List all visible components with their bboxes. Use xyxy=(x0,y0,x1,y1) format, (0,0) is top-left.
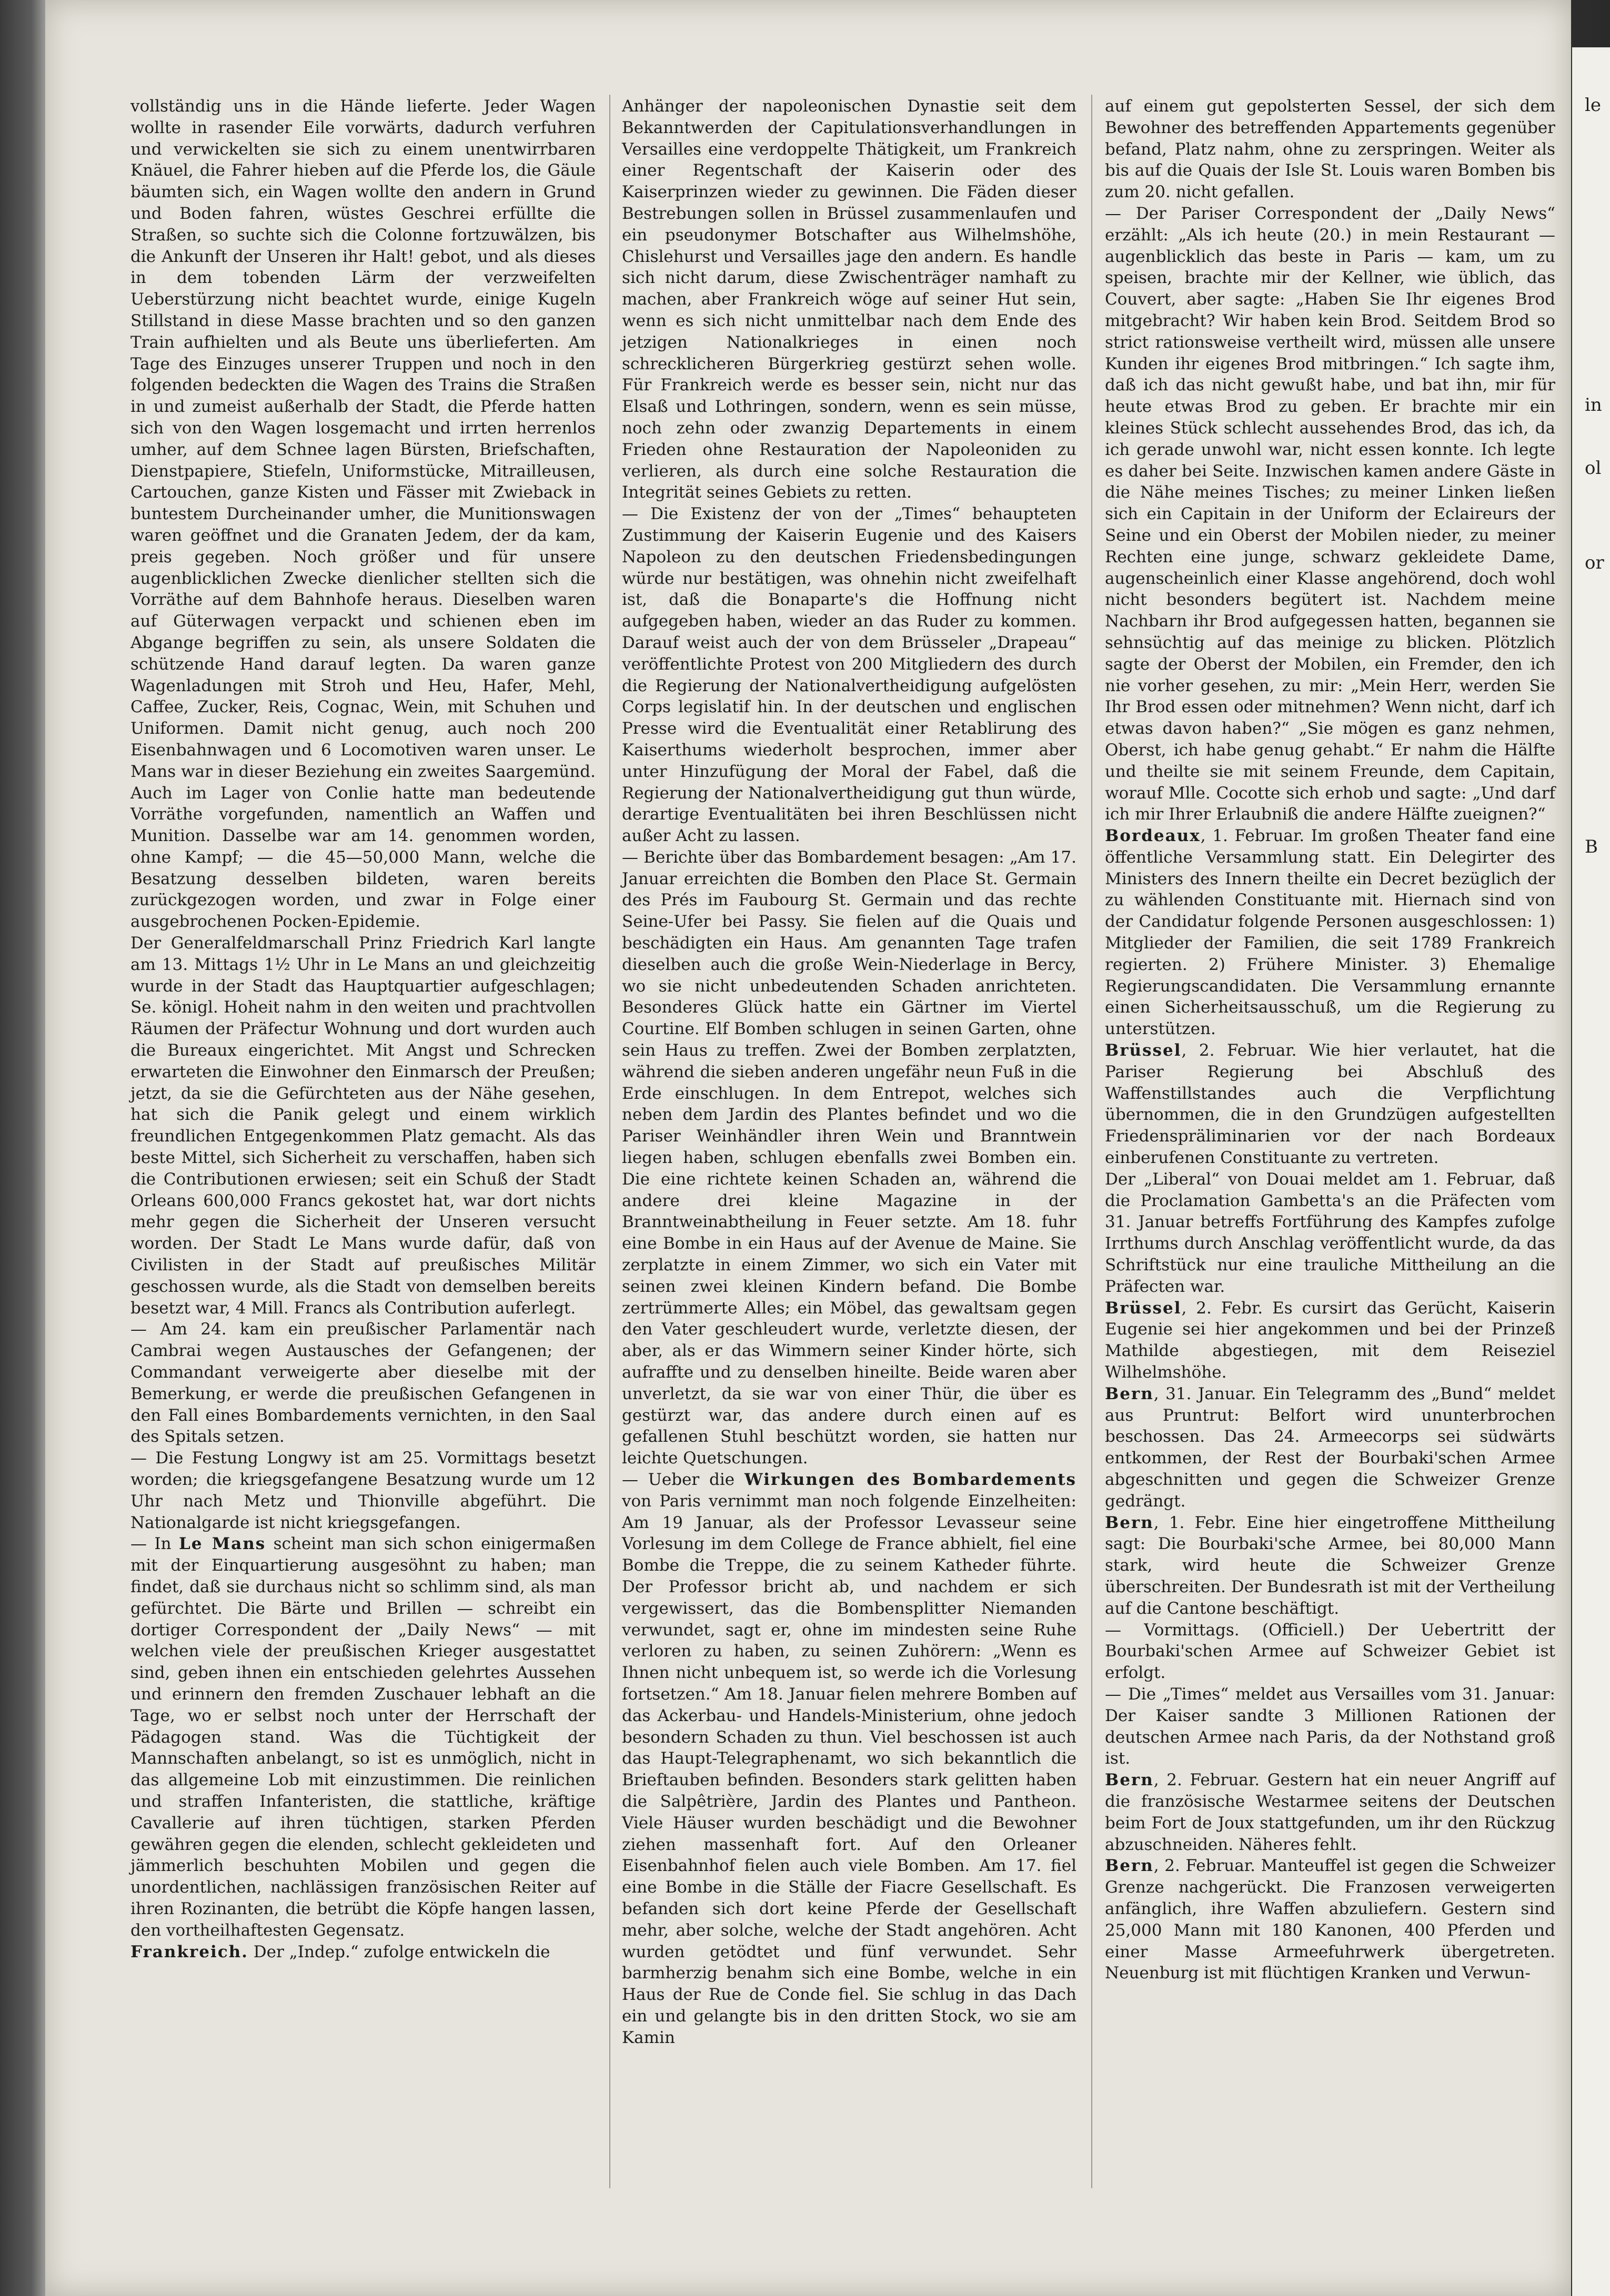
article-paragraph xyxy=(130,1448,596,1533)
article-paragraph xyxy=(1105,96,1555,203)
article-paragraph xyxy=(130,1533,596,1941)
column-rule xyxy=(609,95,610,2188)
article-text: vollständig uns in die Hände lieferte. Jeder Wagen wollte in rasender Eile vorwärts, dadurch verfuhren und verwickelten sie sich zu einem unentwirrbaren Knäuel, die Fahrer hieben auf die Pferde los, die Gäule bäumten sich, ein Wagen wollte den andern in Grund und Boden fahren, wüstes Geschrei erfüllte die Straßen, so suchte sich die Colonne fortzuwälzen, bis die Ankunft der Unseren ihr Halt! gebot, und als dieses in dem tobenden Lärm der verzweifelten Ueberstürzung nicht beachtet wurde, einige Kugeln Stillstand in diese Masse brachten und so den ganzen Train aufhielten und als Beute uns überlieferten. Am Tage des Einzuges unserer Truppen und noch in den folgenden bedeckten die Wagen des Trains die Straßen in und zumeist außerhalb der Stadt, die Pferde hatten sich von den Wagen losgemacht und irrten herrenlos umher, auf dem Schnee lagen Bürsten, Briefschaften, Dienstpapiere, Stiefeln, Uniformstücke, Mitrailleusen, Cartouchen, ganze Kisten und Fässer mit Zwieback in buntestem Durcheinander umher, die Munitionswagen waren geöffnet und die Granaten Jedem, der da kam, preis gegeben. Noch größer und für unsere augenblicklichen Zwecke dienlicher stellten sich die Vorräthe auf dem Bahnhofe heraus. Dieselben waren auf Güterwagen verpackt und schienen eben im Abgange begriffen zu sein, als unsere Soldaten die schützende Hand darauf legten. Da waren ganze Wagenladungen mit Stroh und Heu, Hafer, Mehl, Caffee, Zucker, Reis, Cognac, Wein, mit Schuhen und Uniformen. Damit nicht genug, auch noch 200 Eisenbahnwagen und 6 Locomotiven waren unser. Le Mans war in dieser Beziehung ein zweites Saargemünd. Auch im Lager von Conlie hatte man bedeutende Vorräthe vorgefunden, namentlich an Waffen und Munition. Dasselbe war am 14. genommen worden, ohne Kampf; — die 45—50,000 Mann, welche die Besatzung desselben bildeten, waren bereits zurückgezogen worden, und zwar in Folge einer ausgebrochenen Pocken-Epidemie. xyxy=(130,97,596,932)
article-text: Anhänger der napoleonischen Dynastie seit dem Bekanntwerden der Capitulationsverhandlungen in Versailles eine verdoppelte Thätigkeit, um Frankreich einer Regentschaft der Kaiserin oder des Kaiserprinzen wieder zu gewinnen. Die Fäden dieser Bestrebungen sollen in Brüssel zusammenlaufen und ein pseudonymer Botschafter aus Wilhelmshöhe, Chislehurst und Versailles jage den andern. Es handle sich nicht darum, diese Zwischenträger namhaft zu machen, aber Frankreich wöge auf seiner Hut sein, wenn es sich nicht unmittelbar nach dem Ende des jetzigen Nationalkrieges in einen noch schrecklicheren Bürgerkrieg gestürzt sehen wolle. Für Frankreich werde es besser sein, nicht nur das Elsaß und Lothringen, sondern, wenn es sein müsse, noch zehn oder zwanzig Departements in einem Frieden ohne Restauration der Napoleoniden zu verlieren, als durch eine solche Restauration die Integrität seines Gebiets zu retten. xyxy=(622,97,1076,502)
article-text: , 2. Februar. Manteuffel ist gegen die Schweizer Grenze nachgerückt. Die Franzosen verweigerten anfänglich, ihre Waffen abzuliefern. Gestern sind 25,000 Mann mit 180 Kanonen, 400 Pferden und einer Masse Armeefuhrwerk übergetreten. Neuenburg ist mit flüchtigen Kranken und Verwun- xyxy=(1105,1856,1555,1983)
article-text: — In xyxy=(130,1534,179,1554)
article-headline: Bern xyxy=(1105,1856,1154,1876)
page-edge-fragment: ol xyxy=(1585,458,1602,479)
article-text: — Die Festung Longwy ist am 25. Vormittags besetzt worden; die kriegsgefangene Besatzung wurde um 12 Uhr nach Metz und Thionville abgeführt. Die Nationalgarde ist nicht kriegsgefangen. xyxy=(130,1449,596,1532)
article-headline: Bern xyxy=(1105,1771,1154,1790)
article-text: Der Generalfeldmarschall Prinz Friedrich Karl langte am 13. Mittags 1½ Uhr in Le Mans an und gleichzeitig wurde in der Stadt das Hauptquartier aufgeschlagen; Se. königl. Hoheit nahm in den weiten und prachtvollen Räumen der Präfectur Wohnung und dort wurden auch die Bureaux eingerichtet. Mit Angst und Schrecken erwarteten die Einwohner den Einmarsch der Preußen; jetzt, da sie die Gefürchteten aus der Nähe gesehen, hat sich die Panik gelegt und einem wirklich freundlichen Entgegenkommen Platz gemacht. Als das beste Mittel, sich Sicherheit zu verschaffen, haben sich die Contributionen erwiesen; seit ein Schuß der Stadt Orleans 600,000 Francs gekostet hat, war dort nichts mehr gegen die Sicherheit der Unseren versucht worden. Der Stadt Le Mans wurde dafür, daß von Civilisten in der Stadt auf preußisches Militär geschossen wurde, als die Stadt von demselben bereits besetzt war, 4 Mill. Francs als Contribution auferlegt. xyxy=(130,934,596,1318)
article-paragraph xyxy=(1105,1620,1555,1684)
text-column-1 xyxy=(130,96,596,1963)
article-text: — Am 24. kam ein preußischer Parlamentär nach Cambrai wegen Austausches der Gefangenen; der Commandant verweigerte aber dieselbe mit der Bemerkung, er werde die preußischen Gefangenen in den Fall eines Bombardements vernichten, in den Saal des Spitals setzen. xyxy=(130,1320,596,1447)
column-rule xyxy=(1091,95,1092,2188)
article-headline: Bern xyxy=(1105,1384,1154,1403)
article-paragraph xyxy=(1105,1512,1555,1620)
article-paragraph xyxy=(1105,1298,1555,1383)
page-edge-fragment: le xyxy=(1585,95,1601,116)
page-edge-fragment: B xyxy=(1585,836,1598,857)
article-text: — Die „Times“ meldet aus Versailles vom 31. Januar: Der Kaiser sandte 3 Millionen Rationen der deutschen Armee nach Paris, da der Nothstand groß ist. xyxy=(1105,1684,1555,1768)
adjacent-page-edge xyxy=(1572,47,1610,2296)
article-text: , 31. Januar. Ein Telegramm des „Bund“ meldet aus Pruntrut: Belfort wird ununterbrochen beschossen. Das 24. Armeecorps sei südwärts entkommen, der Rest der Bourbaki'schen Armee abgeschnitten und gegen die Schweizer Grenze gedrängt. xyxy=(1105,1384,1555,1511)
article-text: von Paris vernimmt man noch folgende Einzelheiten: Am 19 Januar, als der Professor Levasseur seine Vorlesung im dem College de France abhielt, fiel eine Bombe die Treppe, die zu seinem Katheder führte. Der Professor bricht ab, und nachdem er sich vergewissert, das die Bombensplitter Niemanden verwundet, sagt er, ohne im mindesten seine Ruhe verloren zu haben, zu seinen Zuhörern: „Wenn es Ihnen nicht unbequem ist, so werde ich die Vorlesung fortsetzen.“ Am 18. Januar fielen mehrere Bomben auf das Ackerbau- und Handels-Ministerium, ohne jedoch besondern Schaden zu thun. Viel beschossen ist auch das Haupt-Telegraphenamt, wo sich bekanntlich die Brieftauben befinden. Besonders stark gelitten haben die Salpêtrière, Jardin des Plantes und Pantheon. Viele Häuser wurden beschädigt und die Bewohner ziehen massenhaft fort. Auf den Orleaner Eisenbahnhof fielen auch viele Bomben. Am 17. fiel eine Bombe in die Ställe der Fiacre Gesellschaft. Es befanden sich dort keine Pferde der Gesellschaft mehr, aber solche, welche der Stadt angehören. Acht wurden getödtet und fünf verwundet. Sehr barmherzig benahm sich eine Bombe, welche in ein Haus der Rue de Conde fiel. Sie schlug in das Dach ein und gelangte bis in den dritten Stock, wo sie am Kamin xyxy=(622,1491,1076,2047)
article-text: , 1. Febr. Eine hier eingetroffene Mittheilung sagt: Die Bourbaki'sche Armee, bei 80,000 Mann stark, wird heute die Schweizer Grenze überschreiten. Der Bundesrath ist mit der Vertheilung auf die Cantone beschäftigt. xyxy=(1105,1513,1555,1618)
article-paragraph xyxy=(622,1469,1076,2049)
article-text: auf einem gut gepolsterten Sessel, der sich dem Bewohner des betreffenden Appartements gegenüber befand, Platz nahm, ohne zu zerspringen. Weiter als bis auf die Quais der Isle St. Louis waren Bomben bis zum 20. nicht gefallen. xyxy=(1105,97,1555,202)
article-headline: Wirkungen des Bombardements xyxy=(744,1470,1076,1489)
article-paragraph xyxy=(622,503,1076,847)
article-paragraph xyxy=(1105,1855,1555,1984)
article-paragraph xyxy=(130,933,596,1319)
article-paragraph xyxy=(1105,1684,1555,1769)
article-paragraph xyxy=(1105,1383,1555,1512)
article-paragraph xyxy=(1105,203,1555,825)
article-headline: Bern xyxy=(1105,1513,1154,1532)
article-paragraph xyxy=(1105,1040,1555,1169)
article-paragraph xyxy=(1105,1169,1555,1298)
article-headline: Bordeaux xyxy=(1105,826,1201,846)
article-paragraph xyxy=(130,96,596,933)
page-edge-fragment: or xyxy=(1585,552,1604,573)
article-headline: Frankreich. xyxy=(130,1942,248,1961)
article-headline: Brüssel xyxy=(1105,1298,1182,1318)
page-edge-fragment: in xyxy=(1585,395,1602,416)
article-text: — Ueber die xyxy=(622,1470,744,1489)
article-text: — Vormittags. (Officiell.) Der Uebertritt der Bourbaki'schen Armee auf Schweizer Gebiet ist erfolgt. xyxy=(1105,1620,1555,1683)
article-text: — Der Pariser Correspondent der „Daily News“ erzählt: „Als ich heute (20.) in mein Restaurant — augenblicklich das beste in Paris — kam, um zu speisen, brachte mir der Kellner, wie üblich, das Couvert, aber sagte: „Haben Sie Ihr eigenes Brod mitgebracht? Wir haben kein Brod. Seitdem Brod so strict rationsweise vertheilt wird, müssen alle unsere Kunden ihr eigenes Brod mitbringen.“ Ich sagte ihm, daß ich das nicht gewußt habe, und bat ihn, mir für heute etwas Brod zu geben. Er brachte mir ein kleines Stück schlecht aussehendes Brod, das ich, da ich gerade unwohl war, nicht essen konnte. Ich legte es daher bei Seite. Inzwischen kamen andere Gäste in die Nähe meines Tisches; zu meiner Linken ließen sich ein Capitain in der Uniform der Eclaireurs der Seine und ein Oberst der Mobilen nieder, zu meiner Rechten eine junge, schwarz gekleidete Dame, augenscheinlich einer Klasse angehörend, doch wohl nicht besonders begütert ist. Nachdem meine Nachbarn ihr Brod aufgegessen hatten, begannen sie sehnsüchtig auf das meinige zu blicken. Plötzlich sagte der Oberst der Mobilen, ein Fremder, den ich nie vorher gesehen, zu mir: „Mein Herr, werden Sie Ihr Brod essen oder mitnehmen? Wenn nicht, darf ich etwas davon haben?“ „Sie mögen es ganz nehmen, Oberst, ich habe genug gehabt.“ Er nahm die Hälfte und theilte sie mit seinem Freunde, dem Capitain, worauf Mlle. Cocotte sich erhob und sagte: „Und darf ich mir Ihrer Erlaubniß die andere Hälfte zueignen?“ xyxy=(1105,204,1555,824)
article-text: , 1. Februar. Im großen Theater fand eine öffentliche Versammlung statt. Ein Delegirter des Ministers des Innern theilte ein Decret bezüglich der zu wählenden Constituante mit. Hiernach sind von der Candidatur folgende Personen ausgeschlossen: 1) Mitglieder der Familien, die seit 1789 Frankreich regierten. 2) Frühere Minister. 3) Ehemalige Regierungscandidaten. Die Versammlung ernannte einen Sicherheitsausschuß, um die Regierung zu unterstützen. xyxy=(1105,826,1555,1039)
article-headline: Le Mans xyxy=(179,1534,266,1554)
article-text: , 2. Febr. Es cursirt das Gerücht, Kaiserin Eugenie sei hier angekommen und bei der Prinzeß Mathilde abgestiegen, mit dem Reiseziel Wilhelmshöhe. xyxy=(1105,1298,1555,1382)
article-headline: Brüssel xyxy=(1105,1041,1182,1060)
article-paragraph xyxy=(622,847,1076,1469)
article-text: , 2. Februar. Wie hier verlautet, hat die Pariser Regierung bei Abschluß des Waffenstillstandes auch die Verpflichtung übernommen, die in den Grundzügen aufgestellten Friedenspräliminarien vor der nach Bordeaux einberufenen Constituante zu vertreten. xyxy=(1105,1041,1555,1168)
article-paragraph xyxy=(130,1319,596,1448)
article-text: — Die Existenz der von der „Times“ behaupteten Zustimmung der Kaiserin Eugenie und des Kaisers Napoleon zu den deutschen Friedensbedingungen würde nur bestätigen, was ohnehin nicht zweifelhaft ist, daß die Bonaparte's die Hoffnung nicht aufgegeben haben, wieder an das Ruder zu kommen. Darauf weist auch der von dem Brüsseler „Drapeau“ veröffentlichte Protest von 200 Mitgliedern des durch die Regierung der Nationalvertheidigung aufgelösten Corps legislatif hin. In der deutschen und englischen Presse wird die Eventualität einer Retablirung des Kaiserthums wiederholt besprochen, immer aber unter Hinzufügung der Moral der Fabel, daß die Regierung der Nationalvertheidigung gut thun würde, derartige Eventualitäten bei ihren Beschlüssen nicht außer Acht zu lassen. xyxy=(622,504,1076,846)
text-column-3 xyxy=(1105,96,1555,1984)
article-paragraph xyxy=(1105,825,1555,1040)
article-text: , 2. Februar. Gestern hat ein neuer Angriff auf die französische Westarmee seitens der Deutschen beim Fort de Joux stattgefunden, um ihr den Rückzug abzuschneiden. Näheres fehlt. xyxy=(1105,1771,1555,1854)
article-paragraph xyxy=(130,1941,596,1963)
article-text: scheint man sich schon einigermaßen mit der Einquartierung ausgesöhnt zu haben; man findet, daß sie durchaus nicht so schlimm sind, als man gefürchtet. Die Bärte und Brillen — schreibt ein dortiger Correspondent der „Daily News“ — mit welchen viele der preußischen Krieger ausgestattet sind, geben ihnen ein entschieden gelehrtes Aussehen und erinnern den fremden Zuschauer lebhaft an die Tage, wo er selbst noch unter der Herrschaft der Pädagogen stand. Was die Tüchtigkeit der Mannschaften anbelangt, so ist es unmöglich, nicht in das allgemeine Lob mit einzustimmen. Die reinlichen und straffen Infanteristen, die stattliche, kräftige Cavallerie auf ihren tüchtigen, starken Pferden gewähren gegen die elenden, schlecht gekleideten und jämmerlich beschuhten Mobilen und gegen die unordentlichen, nachlässigen französischen Reiter auf ihren Rozinanten, die betrübt die Köpfe hangen lassen, den vortheilhaftesten Gegensatz. xyxy=(130,1534,596,1940)
article-text: Der „Indep.“ zufolge entwickeln die xyxy=(248,1942,550,1961)
article-paragraph xyxy=(1105,1769,1555,1855)
article-text: — Berichte über das Bombardement besagen: „Am 17. Januar erreichten die Bomben den Place St. Germain des Prés im Faubourg St. Germain und das rechte Seine-Ufer bei Passy. Sie fielen auf die Quais und beschädigten ein Haus. Am genannten Tage trafen dieselben auch die große Wein-Niederlage in Bercy, wo sie nicht unbedeutenden Schaden anrichteten. Besonderes Glück hatte ein Gärtner im Viertel Courtine. Elf Bomben schlugen in seinen Garten, ohne sein Haus zu treffen. Zwei der Bomben zerplatzten, während die sieben anderen ungefähr neun Fuß in die Erde einschlugen. In dem Entrepot, welches sich neben dem Jardin des Plantes befindet und wo die Pariser Weinhändler ihren Wein und Branntwein liegen haben, schlugen ebenfalls zwei Bomben ein. Die eine richtete keinen Schaden an, während die andere drei kleine Magazine in der Branntweinabtheilung in Feuer setzte. Am 18. fuhr eine Bombe in ein Haus auf der Avenue de Maine. Sie zerplatzte in einem Zimmer, wo sich ein Vater mit seinen zwei kleinen Kindern befand. Die Bombe zertrümmerte Alles; ein Möbel, das gewaltsam gegen den Vater geschleudert wurde, verletzte diesen, der aber, als er das Wimmern seiner Kinder hörte, sich aufraffte und zu denselben hineilte. Beide waren aber unverletzt, da sie war von einer Thür, die über es gestürzt war, das andere durch einen auf es gefallenen Stuhl beschützt worden, sie hatten nur leichte Quetschungen. xyxy=(622,847,1076,1468)
text-column-2 xyxy=(622,96,1076,2049)
article-text: Der „Liberal“ von Douai meldet am 1. Februar, daß die Proclamation Gambetta's an die Präfecten vom 31. Januar betreffs Fortführung des Kampfes zufolge Irrthums durch Anschlag veröffentlicht wurde, da das Schriftstück nur eine trauliche Mittheilung an die Präfecten war. xyxy=(1105,1169,1555,1296)
article-paragraph xyxy=(622,96,1076,503)
